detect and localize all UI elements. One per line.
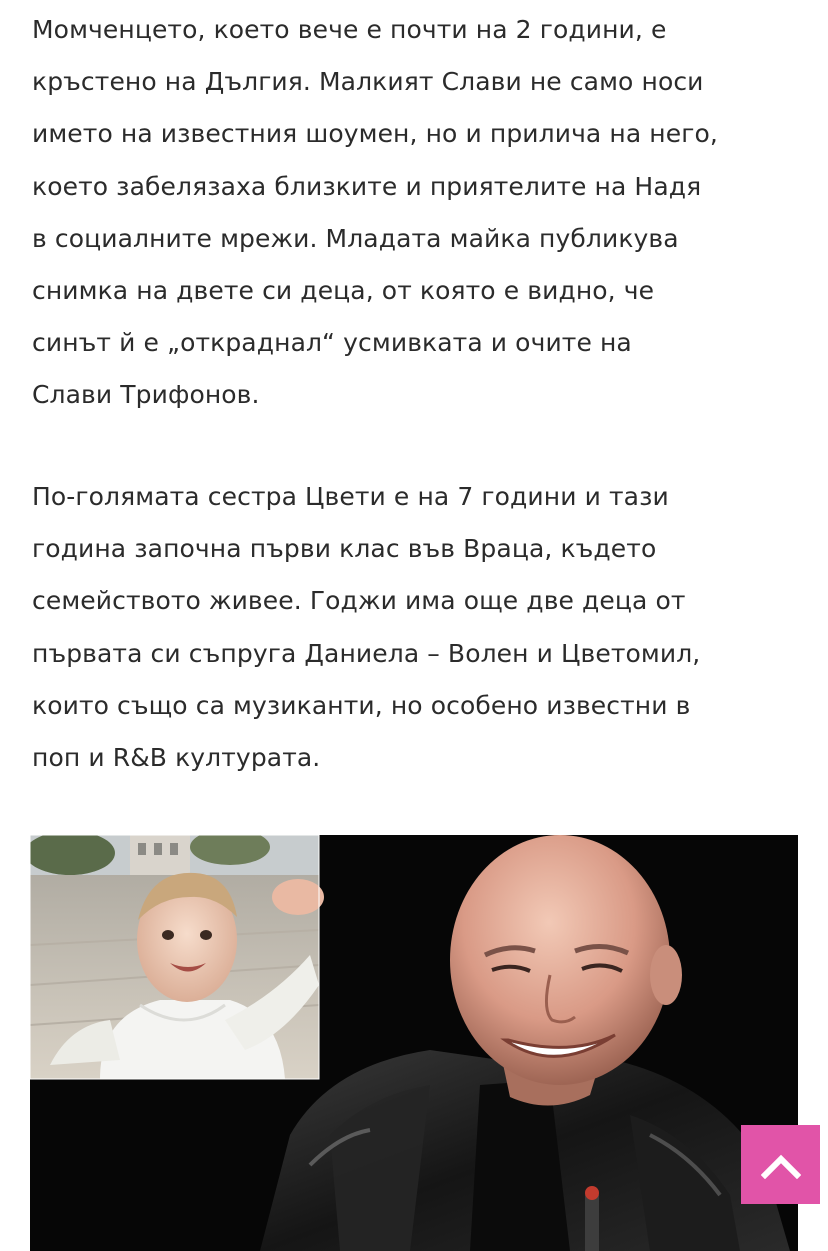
paragraph-line: синът й е „откраднал“ усмивката и очите на — [32, 328, 632, 358]
paragraph-line: първата си съпруга Даниела – Волен и Цветомил, — [32, 638, 701, 668]
paragraph-line: семейството живее. Годжи има още две деца от — [32, 586, 686, 616]
paragraph-line: По-голямата сестра Цвети е на 7 години и тази — [32, 482, 669, 511]
article-photo — [30, 835, 798, 1251]
scroll-to-top-button[interactable] — [741, 1125, 820, 1204]
paragraph-line: поп и R&B културата. — [32, 743, 321, 773]
paragraph-line: което забелязаха близките и приятелите на Надя — [32, 171, 702, 201]
paragraph-line: които също са музиканти, но особено известни в — [32, 690, 691, 720]
paragraph-line: кръстено на Дългия. Малкият Слави не само носи — [32, 67, 704, 97]
paragraph-line: Слави Трифонов. — [32, 380, 260, 410]
paragraph-line: снимка на двете си деца, от която е видно, че — [32, 276, 655, 306]
chevron-up-icon — [761, 1151, 801, 1179]
paragraph-line: Момченцето, което вече е почти на 2 години, е — [32, 15, 667, 44]
photo-collage — [30, 835, 798, 1251]
paragraph-line: в социалните мрежи. Младата майка публикува — [32, 223, 679, 253]
baby-photo — [30, 835, 324, 1079]
article-paragraph — [32, 4, 718, 422]
paragraph-line: името на известния шоумен, но и прилича на него, — [32, 119, 718, 149]
paragraph-line: година започна първи клас във Враца, където — [32, 534, 657, 564]
article-paragraph — [32, 471, 700, 784]
